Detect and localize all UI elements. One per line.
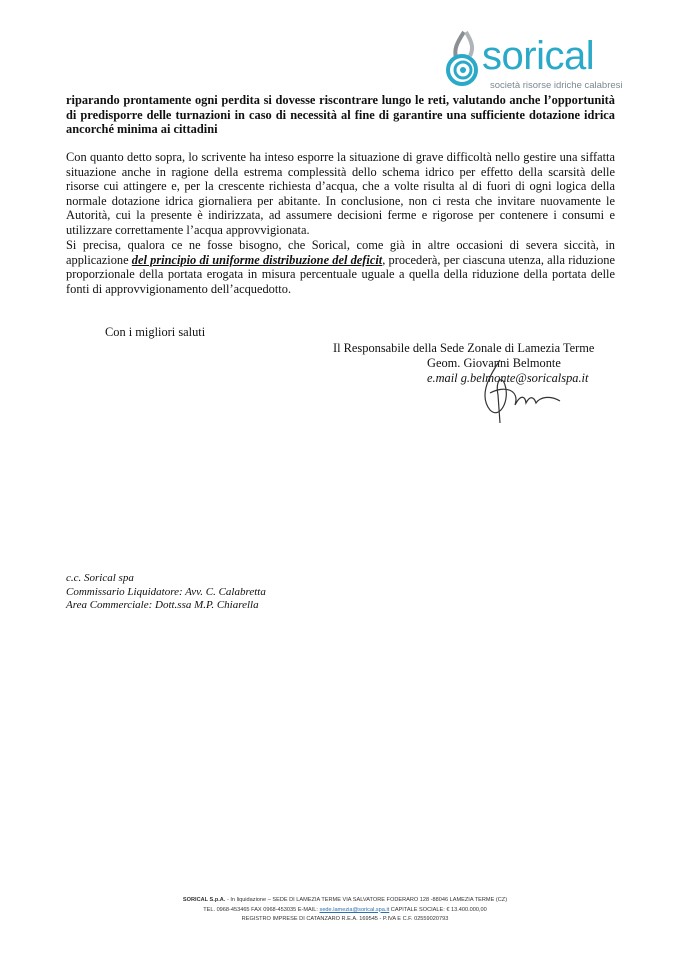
signatory-name: Geom. Giovanni Belmonte [427, 356, 561, 370]
paragraph-3-start: Si precisa, qualora ce ne fosse bisogno, che Sorical, come già in altre occasioni di severa siccità, in applicazione [66, 238, 615, 267]
footer-company: SORICAL S.p.A. [182, 897, 226, 903]
water-drop-spiral-icon [442, 30, 486, 86]
handwritten-signature [460, 355, 580, 425]
footer-email-link[interactable]: sede.lamezia@sorical.spa.it [319, 906, 390, 913]
paragraph-3-emphasis: del principio di uniforme distribuzione del deficit [131, 252, 383, 267]
carbon-copy-list [66, 572, 266, 613]
letterhead-footer [150, 896, 540, 925]
paragraph-3 [66, 238, 615, 296]
footer-address: - In liquidazione – SEDE DI LAMEZIA TERME VIA SALVATORE FODERARO 128 -88046 LAMEZIA TERME (CZ) [225, 897, 508, 903]
cc-line: Area Commerciale: Dott.ssa M.P. Chiarella [66, 599, 259, 611]
paragraph-1: riparando prontamente ogni perdita si dovesse riscontrare lungo le reti, valutando anche l’opportunità di predisporre delle turnazioni in caso di necessità al fine di garantire una sufficiente dotazione idrica ancorché minima ai cittadini [66, 93, 615, 137]
logo-tagline: società risorse idriche calabresi [490, 80, 623, 91]
cc-line: c.c. Sorical spa [66, 572, 134, 584]
sorical-logo [440, 28, 625, 91]
logo-wordmark: sorical [482, 34, 595, 78]
paragraph-3-end: , procederà, per ciascuna utenza, alla riduzione proporzionale della portata erogata in misura percentuale uguale a quella della riduzione della portata delle fonti di approvvigionamento dell’acquedotto. [66, 252, 615, 296]
cc-line: Commissario Liquidatore: Avv. C. Calabretta [66, 585, 266, 598]
signatory-role: Il Responsabile della Sede Zonale di Lamezia Terme [333, 341, 595, 355]
signatory-email: e.mail g.belmonte@soricalspa.it [427, 371, 589, 385]
footer-capital: CAPITALE SOCIALE: € 13.400.000,00 [389, 906, 487, 913]
footer-phone: TEL. 0968-453465 FAX 0968-453035 E-MAIL: [203, 906, 320, 913]
footer-registry: REGISTRO IMPRESE DI CATANZARO R.E.A. 169545 - P.IVA E C.F. 02559020793 [241, 916, 449, 922]
paragraph-2: Con quanto detto sopra, lo scrivente ha inteso esporre la situazione di grave difficoltà nello gestire una siffatta situazione anche in ragione della estrema complessità dello schema idrico per effetto della scarsità delle risorse cui attingere e, per la crescente richiesta d’acqua, che a volte risulta al di fuori di ogni logica della normale dotazione idrica giornaliera per abitante. In conclusione, non ci resta che invitare nuovamente le Autorità, cui la presente è indirizzata, ad assumere decisioni ferme e rigorose per contenere i consumi e utilizzare correttamente l’acqua approvvigionata. [66, 150, 615, 237]
closing-greeting: Con i migliori saluti [105, 325, 206, 339]
